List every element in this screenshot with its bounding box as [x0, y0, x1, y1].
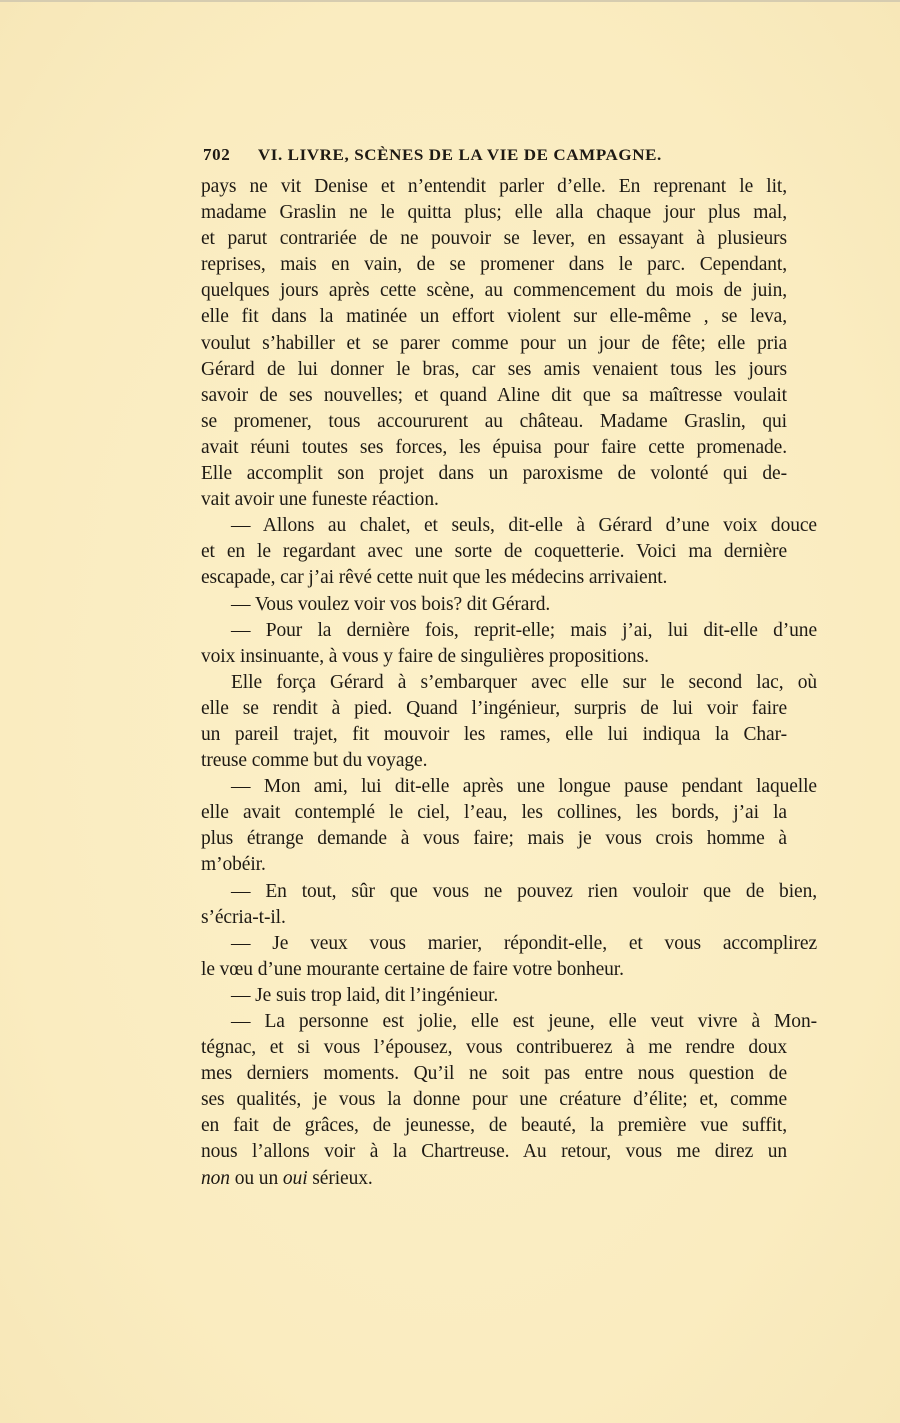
text-line: Elle accomplit son projet dans un paroxisme de volonté qui de-: [201, 463, 787, 485]
text-line: avait réuni toutes ses forces, les épuisa pour faire cette promenade.: [201, 436, 787, 458]
text-line: voix insinuante, à vous y faire de singulières propositions.: [201, 645, 649, 667]
text-line: et en le regardant avec une sorte de coquetterie. Voici ma dernière: [201, 541, 787, 563]
text-line: elle se rendit à pied. Quand l’ingénieur, surpris de lui voir faire: [201, 697, 787, 719]
text-line: tégnac, et si vous l’épousez, vous contribuerez à me rendre doux: [201, 1037, 787, 1059]
page-top-edge: [0, 0, 900, 2]
text-line: — Allons au chalet, et seuls, dit-elle à Gérard d’une voix douce: [231, 515, 817, 537]
text-line: elle avait contemplé le ciel, l’eau, les collines, les bords, j’ai la: [201, 802, 787, 824]
text-line: reprises, mais en vain, de se promener dans le parc. Cependant,: [201, 254, 787, 276]
text-fragment: ou un: [229, 1167, 283, 1189]
text-line: et parut contrariée de ne pouvoir se lever, en essayant à plusieurs: [201, 228, 787, 250]
text-line: [201, 1166, 787, 1192]
text-line: pays ne vit Denise et n’entendit parler d’elle. En reprenant le lit,: [201, 176, 787, 197]
text-line: — En tout, sûr que vous ne pouvez rien vouloir que de bien,: [231, 880, 817, 902]
text-line: mes derniers moments. Qu’il ne soit pas entre nous question de: [201, 1063, 787, 1085]
text-line: le vœu d’une mourante certaine de faire votre bonheur.: [201, 958, 624, 980]
running-title: VI. LIVRE, SCÈNES DE LA VIE DE CAMPAGNE.: [257, 145, 662, 164]
text-line: Elle força Gérard à s’embarquer avec elle sur le second lac, où: [231, 671, 817, 693]
text-line: un pareil trajet, fit mouvoir les rames, elle lui indiqua la Char-: [201, 723, 787, 745]
text-line: voulut s’habiller et se parer comme pour un jour de fête; elle pria: [201, 332, 787, 354]
italic-word-non: non: [201, 1167, 230, 1189]
text-line: — Vous voulez voir vos bois? dit Gérard.: [231, 593, 551, 615]
body-text: [201, 174, 817, 1192]
text-line: — Mon ami, lui dit-elle après une longue pause pendant laquelle: [231, 776, 817, 798]
text-line: — La personne est jolie, elle est jeune, elle veut vivre à Mon-: [231, 1011, 817, 1032]
text-line: nous l’allons voir à la Chartreuse. Au retour, vous me direz un: [201, 1141, 787, 1163]
page-number: 702: [203, 145, 231, 164]
italic-word-oui: oui: [282, 1167, 308, 1189]
text-line: s’écria-t-il.: [201, 906, 286, 928]
text-line: — Pour la dernière fois, reprit-elle; mais j’ai, lui dit-elle d’une: [231, 619, 817, 641]
text-line: treuse comme but du voyage.: [201, 750, 428, 772]
text-line: vait avoir une funeste réaction.: [201, 489, 439, 511]
text-line: en fait de grâces, de jeunesse, de beauté, la première vue suffit,: [201, 1115, 787, 1137]
text-fragment: sérieux.: [307, 1167, 373, 1189]
text-line: elle fit dans la matinée un effort violent sur elle-même , se leva,: [201, 306, 787, 328]
running-head: [203, 145, 713, 165]
text-line: escapade, car j’ai rêvé cette nuit que les médecins arrivaient.: [201, 567, 668, 589]
text-line: savoir de ses nouvelles; et quand Aline dit que sa maîtresse voulait: [201, 384, 787, 406]
text-line: m’obéir.: [201, 854, 266, 876]
text-line: ses qualités, je vous la donne pour une créature d’élite; et, comme: [201, 1089, 787, 1111]
text-line: plus étrange demande à vous faire; mais je vous crois homme à: [201, 828, 787, 850]
text-line: quelques jours après cette scène, au commencement du mois de juin,: [201, 280, 787, 302]
text-line: madame Graslin ne le quitta plus; elle alla chaque jour plus mal,: [201, 202, 787, 224]
text-line: — Je veux vous marier, répondit-elle, et vous accomplirez: [231, 932, 817, 954]
text-line: se promener, tous accoururent au château. Madame Graslin, qui: [201, 410, 787, 432]
text-line: — Je suis trop laid, dit l’ingénieur.: [231, 984, 499, 1006]
text-line: Gérard de lui donner le bras, car ses amis venaient tous les jours: [201, 358, 787, 380]
